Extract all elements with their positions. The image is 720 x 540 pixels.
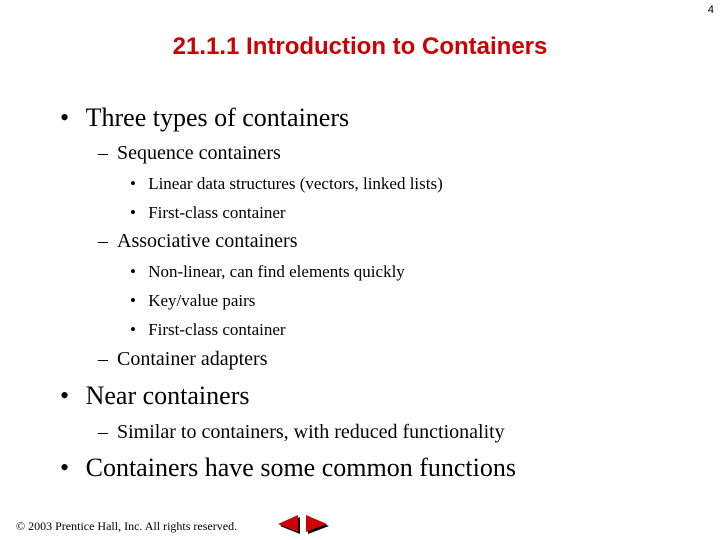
right-arrow-icon [305, 515, 333, 535]
bullet-marker: • [60, 381, 70, 410]
bullet-text: First-class container [148, 320, 286, 339]
bullet-key-value [130, 291, 255, 311]
bullet-marker: • [130, 291, 136, 310]
footer-copyright: © 2003 Prentice Hall, Inc. All rights reserved. [16, 519, 238, 533]
slide-title: 21.1.1 Introduction to Containers [172, 33, 548, 60]
bullet-text: Key/value pairs [148, 291, 256, 310]
bullet-associative-containers [98, 230, 298, 253]
bullet-text: Linear data structures (vectors, linked lists) [148, 174, 443, 193]
bullet-text: Associative containers [117, 230, 298, 252]
left-arrow-icon [274, 515, 302, 535]
bullet-text: Non-linear, can find elements quickly [148, 262, 405, 281]
bullet-sequence-containers [98, 142, 281, 165]
bullet-container-adapters [98, 348, 268, 371]
bullet-text: Three types of containers [85, 103, 350, 132]
bullet-marker: • [130, 174, 136, 193]
bullet-near-containers [60, 381, 249, 411]
bullet-linear-data [130, 174, 443, 194]
bullet-three-types [60, 103, 349, 133]
bullet-text: Container adapters [117, 348, 268, 370]
bullet-marker: • [130, 203, 136, 222]
bullet-text: Containers have some common functions [85, 453, 516, 482]
bullet-marker: • [130, 320, 136, 339]
bullet-marker: • [130, 262, 136, 281]
bullet-text: First-class container [148, 203, 286, 222]
bullet-similar-to-containers [98, 421, 505, 444]
bullet-common-functions [60, 453, 516, 483]
bullet-marker: – [98, 230, 108, 252]
bullet-marker: • [60, 103, 70, 132]
bullet-marker: – [98, 421, 108, 443]
bullet-text: Sequence containers [117, 142, 281, 164]
bullet-first-class-2 [130, 320, 286, 340]
previous-slide-button[interactable] [274, 515, 302, 535]
bullet-marker: – [98, 142, 108, 164]
bullet-non-linear [130, 262, 405, 282]
next-slide-button[interactable] [305, 515, 333, 535]
bullet-marker: – [98, 348, 108, 370]
bullet-text: Near containers [85, 381, 250, 410]
page-number: 4 [707, 4, 714, 16]
bullet-text: Similar to containers, with reduced functionality [117, 421, 505, 443]
bullet-marker: • [60, 453, 70, 482]
bullet-first-class-1 [130, 203, 286, 223]
